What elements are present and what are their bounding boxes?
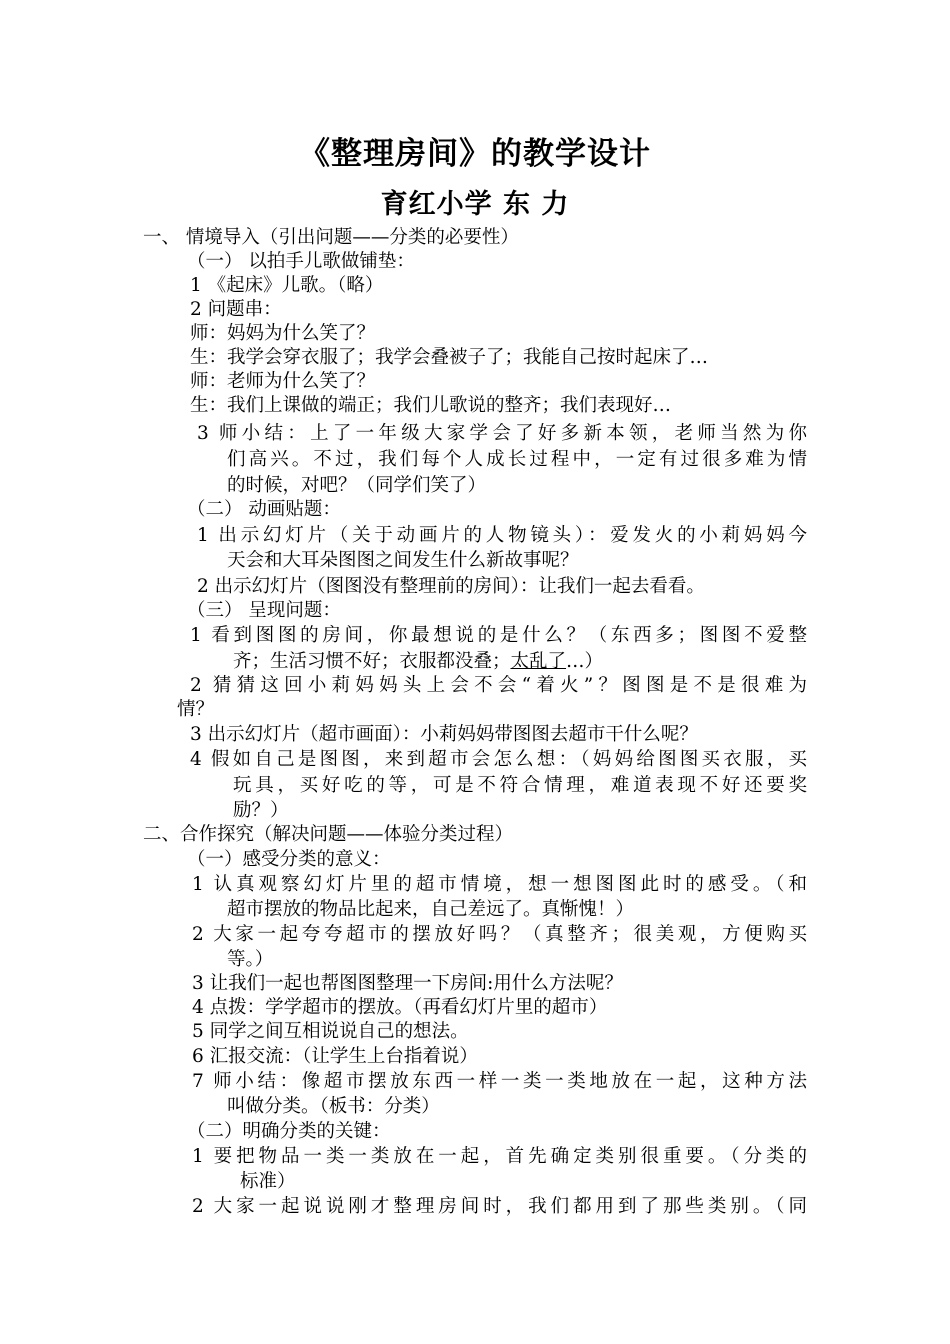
subsection-heading: （一） 以拍手儿歌做铺垫： xyxy=(187,251,415,272)
list-item-continuation: 超市摆放的物品比起来，自己差远了。真惭愧！） xyxy=(227,899,635,920)
list-item: 2 问题串： xyxy=(190,299,282,320)
section-heading-2: 二、合作探究（解决问题——体验分类过程） xyxy=(143,824,514,845)
list-item: 2 猜猜这回小莉妈妈头上会不会“着火”？图图是不是很难为 xyxy=(190,675,807,696)
list-item: 2 大家一起夸夸超市的摆放好吗？（真整齐；很美观，方便购买 xyxy=(192,924,807,945)
list-item-continuation: 励？） xyxy=(233,800,289,821)
dialogue-line: 生：我学会穿衣服了；我学会叠被子了；我能自己按时起床了… xyxy=(190,347,709,368)
list-item-continuation: 们高兴。不过，我们每个人成长过程中，一定有过很多难为情 xyxy=(227,449,807,470)
list-item: 1 出示幻灯片（关于动画片的人物镜头）：爱发火的小莉妈妈今 xyxy=(197,525,807,546)
list-item: 2 大家一起说说刚才整理房间时，我们都用到了那些类别。（同 xyxy=(192,1196,807,1217)
dialogue-line: 生：我们上课做的端正；我们儿歌说的整齐；我们表现好… xyxy=(190,395,672,416)
list-item: 1 要把物品一类一类放在一起，首先确定类别很重要。（分类的 xyxy=(192,1146,807,1167)
list-item-continuation xyxy=(233,650,603,674)
list-item-continuation: 叫做分类。（板书：分类） xyxy=(227,1096,440,1117)
list-item: 7 师小结：像超市摆放东西一样一类一类地放在一起，这种方法 xyxy=(192,1071,807,1092)
list-item: 3 师小结：上了一年级大家学会了好多新本领，老师当然为你 xyxy=(197,423,807,444)
list-item: 2 出示幻灯片（图图没有整理前的房间）：让我们一起去看看。 xyxy=(197,576,705,597)
underlined-text: 太乱了 xyxy=(510,651,567,672)
list-item: 1 认真观察幻灯片里的超市情境，想一想图图此时的感受。（和 xyxy=(192,874,807,895)
section-heading-1: 一、 情境导入（引出问题——分类的必要性） xyxy=(143,227,519,248)
subsection-heading: （二） 动画贴题： xyxy=(187,499,341,520)
list-item: 6 汇报交流：（让学生上台指着说） xyxy=(192,1046,478,1067)
list-item-continuation: 情？ xyxy=(177,699,215,720)
list-item: 4 假如自己是图图，来到超市会怎么想：（妈妈给图图买衣服，买 xyxy=(190,749,807,770)
list-item-continuation: 天会和大耳朵图图之间发生什么新故事呢？ xyxy=(227,550,579,571)
list-item-continuation: 等。） xyxy=(227,949,274,970)
list-item: 1 看到图图的房间，你最想说的是什么？（东西多；图图不爱整 xyxy=(190,625,807,646)
subsection-heading: （一）感受分类的意义： xyxy=(187,849,391,870)
list-item-continuation: 玩具，买好吃的等，可是不符合情理，难道表现不好还要奖 xyxy=(233,775,807,796)
list-item: 3 让我们一起也帮图图整理一下房间:用什么方法呢？ xyxy=(192,973,623,994)
list-item-continuation: 的时候，对吧？（同学们笑了） xyxy=(227,475,487,496)
subsection-heading: （二）明确分类的关键： xyxy=(187,1121,391,1142)
dialogue-line: 师：妈妈为什么笑了？ xyxy=(190,323,376,344)
list-item: 5 同学之间互相说说自己的想法。 xyxy=(192,1021,469,1042)
list-item: 4 点拨：学学超市的摆放。（再看幻灯片里的超市） xyxy=(192,997,608,1018)
list-item: 1 《起床》儿歌。（略） xyxy=(190,275,384,296)
list-item-continuation: 标准） xyxy=(240,1171,296,1192)
document-author: 育红小学 东 力 xyxy=(380,189,570,220)
subsection-heading: （三） 呈现问题： xyxy=(187,600,341,621)
list-item: 3 出示幻灯片（超市画面）：小莉妈妈带图图去超市干什么呢？ xyxy=(190,724,698,745)
dialogue-line: 师：老师为什么笑了？ xyxy=(190,371,376,392)
document-title: 《整理房间》的教学设计 xyxy=(299,136,651,172)
text-run: 齐；生活习惯不好；衣服都没叠； xyxy=(233,651,511,672)
text-run: …） xyxy=(566,651,604,672)
